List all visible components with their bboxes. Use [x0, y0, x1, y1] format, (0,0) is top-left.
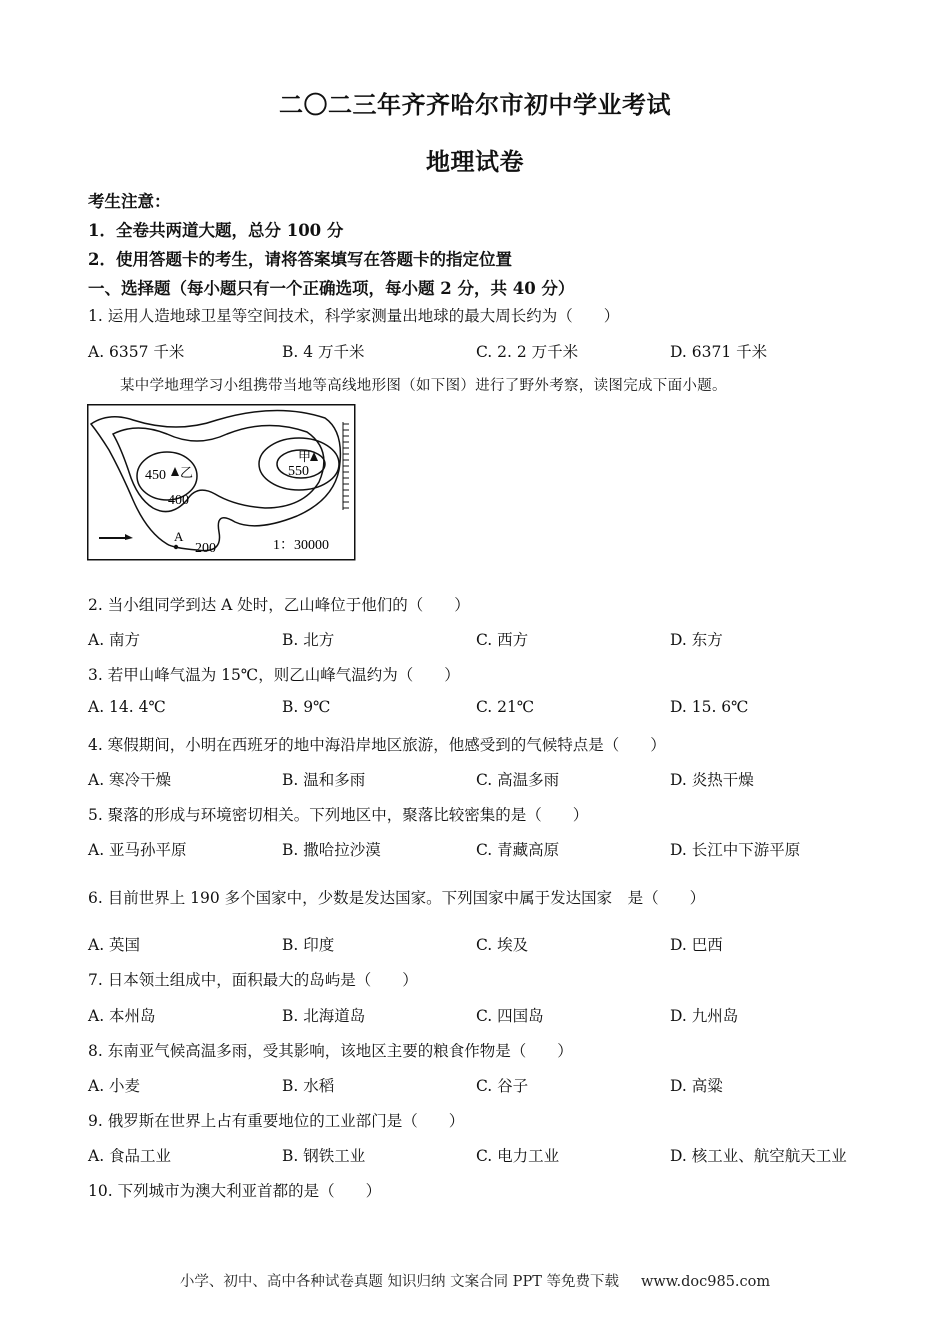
notice-item-1: 1．全卷共两道大题，总分 100 分 — [88, 221, 344, 240]
option-a: A. 亚马孙平原 — [88, 841, 187, 859]
option-b: B. 9℃ — [282, 698, 331, 716]
question-9: 9. 俄罗斯在世界上占有重要地位的工业部门是（ ） — [88, 1112, 465, 1130]
option-b: B. 北方 — [282, 631, 335, 649]
option-c: C. 青藏高原 — [476, 841, 560, 859]
option-c: C. 2. 2 万千米 — [476, 343, 579, 361]
notice-heading: 考生注意： — [88, 192, 171, 211]
option-a: A. 英国 — [88, 936, 141, 954]
option-c: C. 21℃ — [476, 698, 535, 716]
option-a: A. 小麦 — [88, 1077, 141, 1095]
question-4-options — [88, 768, 888, 790]
label-jia-name: 甲 — [298, 450, 312, 465]
label-contour-400: 400 — [168, 493, 189, 508]
option-a: A. 6357 千米 — [88, 343, 185, 361]
option-a: A. 寒冷干燥 — [88, 771, 172, 789]
option-c: C. 谷子 — [476, 1077, 529, 1095]
intro-text: 某中学地理学习小组携带当地等高线地形图（如下图）进行了野外考察，读图完成下面小题。 — [120, 378, 727, 394]
question-6: 6. 目前世界上 190 多个国家中，少数是发达国家。下列国家中属于发达国家 是（ ） — [88, 889, 706, 907]
option-d: D. 九州岛 — [670, 1007, 739, 1025]
option-b: B. 钢铁工业 — [282, 1147, 366, 1165]
question-9-options — [88, 1144, 888, 1166]
point-a-marker — [174, 545, 178, 549]
label-point-a: A — [174, 529, 184, 544]
option-b: B. 水稻 — [282, 1077, 335, 1095]
option-a: A. 14. 4℃ — [88, 698, 166, 716]
exam-subtitle: 地理试卷 — [426, 147, 524, 176]
option-d: D. 15. 6℃ — [670, 698, 749, 716]
label-contour-200: 200 — [195, 541, 216, 556]
question-8: 8. 东南亚气候高温多雨，受其影响，该地区主要的粮食作物是（ ） — [88, 1042, 573, 1060]
question-1: 1. 运用人造地球卫星等空间技术，科学家测量出地球的最大周长约为（ ） — [88, 307, 620, 325]
page-footer — [0, 1270, 950, 1291]
option-b: B. 4 万千米 — [282, 343, 365, 361]
question-3-options — [88, 698, 888, 720]
exam-title: 二〇二三年齐齐哈尔市初中学业考试 — [279, 90, 671, 119]
label-yi-value: 450 — [145, 468, 166, 483]
option-c: C. 高温多雨 — [476, 771, 560, 789]
option-a: A. 本州岛 — [88, 1007, 156, 1025]
question-2-options — [88, 628, 888, 650]
option-b: B. 北海道岛 — [282, 1007, 366, 1025]
option-c: C. 埃及 — [476, 936, 529, 954]
question-8-options — [88, 1074, 888, 1096]
question-5: 5. 聚落的形成与环境密切相关。下列地区中，聚落比较密集的是（ ） — [88, 806, 589, 824]
option-d: D. 长江中下游平原 — [670, 841, 801, 859]
option-d: D. 高粱 — [670, 1077, 723, 1095]
footer-text: 小学、初中、高中各种试卷真题 知识归纳 文案合同 PPT 等免费下载 — [179, 1274, 619, 1290]
option-c: C. 电力工业 — [476, 1147, 560, 1165]
option-c: C. 西方 — [476, 631, 529, 649]
option-d: D. 巴西 — [670, 936, 723, 954]
option-a: A. 食品工业 — [88, 1147, 172, 1165]
option-b: B. 温和多雨 — [282, 771, 366, 789]
section-heading: 一、选择题（每小题只有一个正确选项，每小题 2 分，共 40 分） — [88, 279, 575, 298]
option-c: C. 四国岛 — [476, 1007, 544, 1025]
footer-url[interactable]: www.doc985.com — [640, 1274, 771, 1290]
contour-map — [87, 404, 357, 562]
question-7: 7. 日本领土组成中，面积最大的岛屿是（ ） — [88, 971, 418, 989]
question-1-options — [88, 340, 888, 362]
label-jia-value: 550 — [288, 464, 309, 479]
option-a: A. 南方 — [88, 631, 141, 649]
option-d: D. 核工业、航空航天工业 — [670, 1147, 847, 1165]
label-yi-name: 乙 — [180, 466, 194, 481]
question-2: 2. 当小组同学到达 A 处时，乙山峰位于他们的（ ） — [88, 596, 470, 614]
option-d: D. 东方 — [670, 631, 723, 649]
option-b: B. 撒哈拉沙漠 — [282, 841, 381, 859]
question-6-options — [88, 933, 888, 955]
option-b: B. 印度 — [282, 936, 335, 954]
question-10: 10. 下列城市为澳大利亚首都的是（ ） — [88, 1182, 382, 1200]
question-5-options — [88, 838, 888, 860]
option-d: D. 炎热干燥 — [670, 771, 754, 789]
option-d: D. 6371 千米 — [670, 343, 768, 361]
question-7-options — [88, 1004, 888, 1026]
question-4: 4. 寒假期间，小明在西班牙的地中海沿岸地区旅游，他感受到的气候特点是（ ） — [88, 736, 666, 754]
notice-item-2: 2．使用答题卡的考生，请将答案填写在答题卡的指定位置 — [88, 250, 512, 269]
question-3: 3. 若甲山峰气温为 15℃，则乙山峰气温约为（ ） — [88, 666, 460, 684]
map-scale: 1：30000 — [273, 538, 329, 553]
